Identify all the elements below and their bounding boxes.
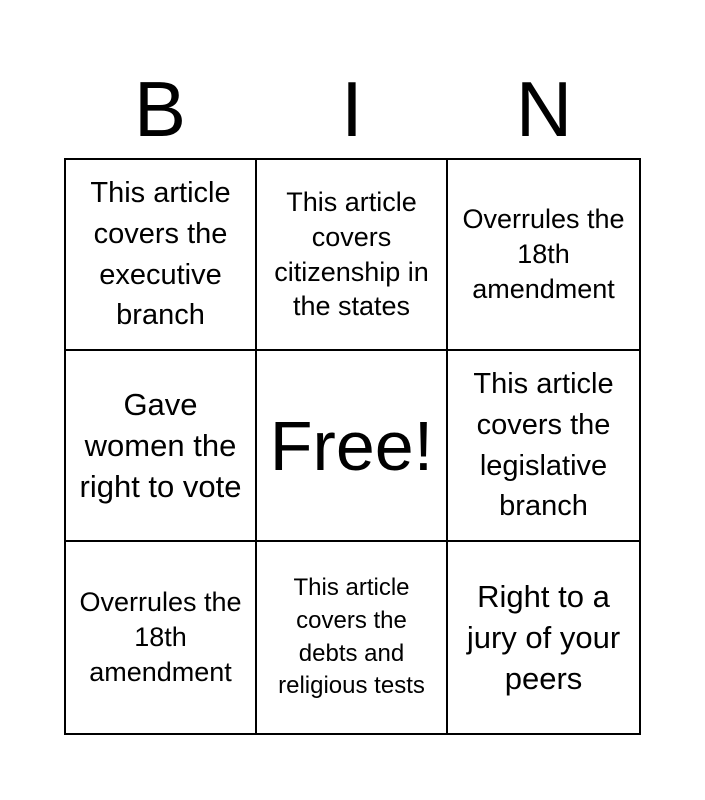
- bingo-cell-text: Right to a jury of your peers: [466, 578, 621, 697]
- bingo-cell-r3c3[interactable]: [448, 542, 639, 733]
- bingo-cell-r1c3[interactable]: [448, 160, 639, 351]
- bingo-cell-text: Overrules the 18th amendment: [462, 204, 625, 304]
- bingo-cell-text: This article covers the executive branch: [90, 177, 231, 332]
- bingo-header: [64, 60, 641, 158]
- bingo-cell-r3c2[interactable]: [257, 542, 448, 733]
- bingo-cell-text: Gave women the right to vote: [79, 386, 242, 505]
- bingo-cell-r3c1[interactable]: [66, 542, 257, 733]
- header-letter-b: B: [133, 65, 187, 153]
- header-letter-n: N: [515, 65, 573, 153]
- bingo-cell-text: This article covers citizenship in the states: [274, 186, 429, 322]
- bingo-cell-text: This article covers the legislative branch: [473, 368, 614, 523]
- bingo-cell-r2c1[interactable]: [66, 351, 257, 542]
- header-letter-i: I: [341, 65, 363, 153]
- bingo-cell-text: Overrules the 18th amendment: [79, 587, 242, 687]
- bingo-cell-free[interactable]: [257, 351, 448, 542]
- bingo-board: [64, 158, 641, 735]
- free-space-label: Free!: [269, 406, 434, 485]
- bingo-cell-text: This article covers the debts and religious tests: [278, 573, 425, 700]
- bingo-cell-r1c2[interactable]: [257, 160, 448, 351]
- bingo-cell-r2c3[interactable]: [448, 351, 639, 542]
- bingo-cell-r1c1[interactable]: [66, 160, 257, 351]
